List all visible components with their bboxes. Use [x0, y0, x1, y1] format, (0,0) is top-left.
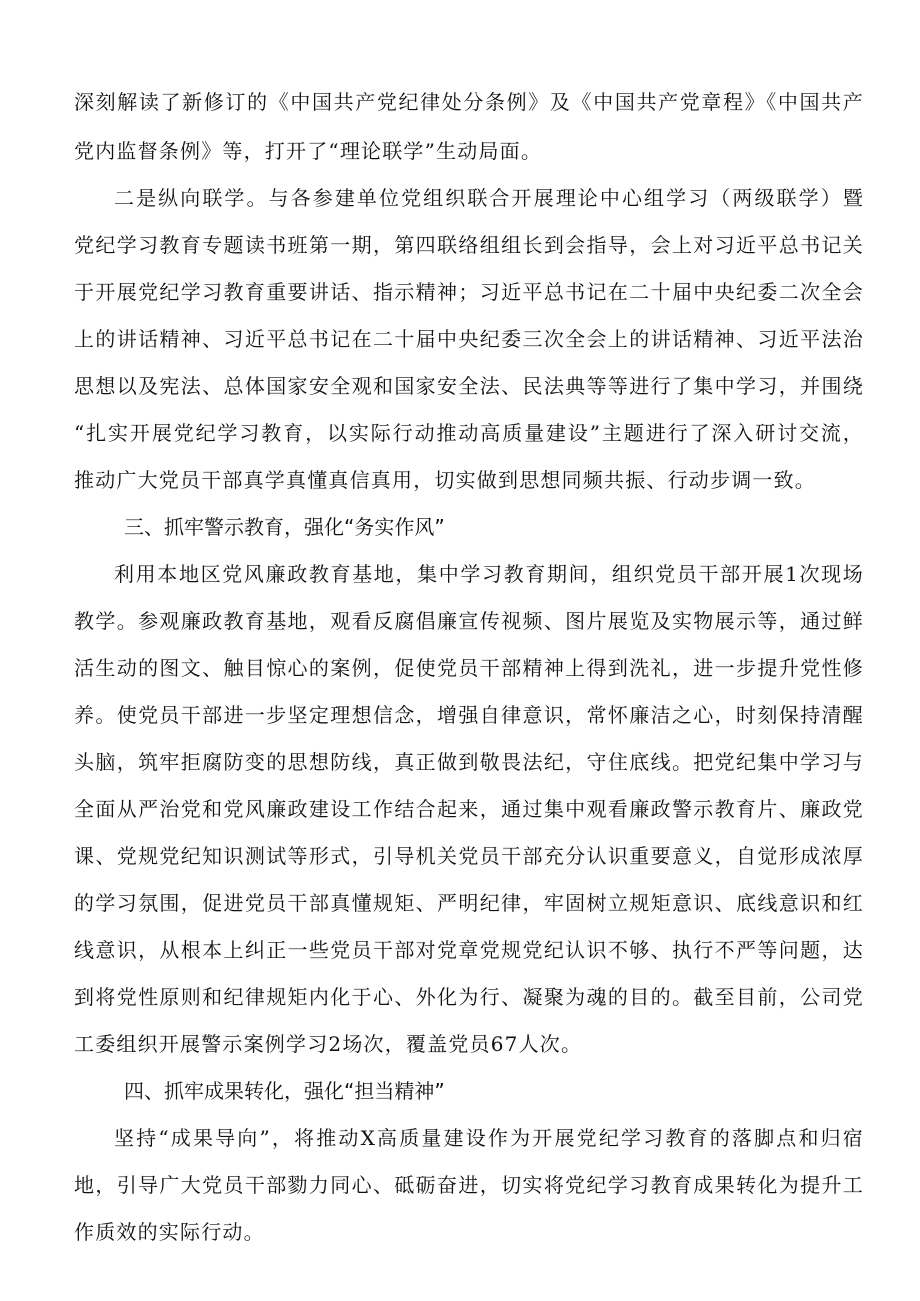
paragraph-line: 作质效的实际行动。: [74, 1220, 265, 1244]
paragraph-line: 头脑，筑牢拒腐防变的思想防线，真正做到敬畏法纪，守住底线。把党纪集中学习与: [74, 750, 864, 774]
paragraph-line: 党内监督条例》等，打开了“理论联学”生动局面。: [74, 139, 543, 163]
paragraph-line: 工委组织开展警示案例学习2场次，覆盖党员67人次。: [74, 1032, 583, 1056]
section-heading-3: 三、抓牢警示教育，强化“务实作风”: [124, 515, 445, 539]
section-heading-4: 四、抓牢成果转化，强化“担当精神”: [124, 1079, 445, 1103]
paragraph-line: 于开展党纪学习教育重要讲话、指示精神；习近平总书记在二十届中央纪委二次全会: [74, 280, 864, 304]
paragraph-line: 养。使党员干部进一步坚定理想信念，增强自律意识，常怀廉洁之心，时刻保持清醒: [74, 703, 864, 727]
paragraph-line: “扎实开展党纪学习教育，以实际行动推动高质量建设”主题进行了深入研讨交流，: [74, 421, 864, 445]
paragraph-line: 上的讲话精神、习近平总书记在二十届中央纪委三次全会上的讲话精神、习近平法治: [74, 327, 864, 351]
paragraph-line: 党纪学习教育专题读书班第一期，第四联络组组长到会指导，会上对习近平总书记关: [74, 233, 864, 257]
paragraph-line: 坚持“成果导向”，将推动X高质量建设作为开展党纪学习教育的落脚点和归宿: [114, 1126, 864, 1150]
paragraph-line: 活生动的图文、触目惊心的案例，促使党员干部精神上得到洗礼，进一步提升党性修: [74, 656, 864, 680]
paragraph-line: 深刻解读了新修订的《中国共产党纪律处分条例》及《中国共产党章程》《中国共产: [74, 90, 864, 114]
paragraph-line: 思想以及宪法、总体国家安全观和国家安全法、民法典等等进行了集中学习，并围绕: [74, 374, 864, 398]
paragraph-line: 的学习氛围，促进党员干部真懂规矩、严明纪律，牢固树立规矩意识、底线意识和红: [74, 891, 864, 915]
paragraph-line: 全面从严治党和党风廉政建设工作结合起来，通过集中观看廉政警示教育片、廉政党: [74, 797, 864, 821]
paragraph-line: 二是纵向联学。与各参建单位党组织联合开展理论中心组学习（两级联学）暨: [114, 186, 864, 210]
paragraph-line: 课、党规党纪知识测试等形式，引导机关党员干部充分认识重要意义，自觉形成浓厚: [74, 844, 864, 868]
paragraph-line: 地，引导广大党员干部勠力同心、砥砺奋进，切实将党纪学习教育成果转化为提升工: [74, 1173, 864, 1197]
paragraph-line: 线意识，从根本上纠正一些党员干部对党章党规党纪认识不够、执行不严等问题，达: [74, 938, 864, 962]
paragraph-line: 推动广大党员干部真学真懂真信真用，切实做到思想同频共振、行动步调一致。: [74, 468, 816, 492]
paragraph-line: 利用本地区党风廉政教育基地，集中学习教育期间，组织党员干部开展1次现场: [114, 562, 864, 586]
paragraph-line: 教学。参观廉政教育基地，观看反腐倡廉宣传视频、图片展览及实物展示等，通过鲜: [74, 609, 864, 633]
paragraph-line: 到将党性原则和纪律规矩内化于心、外化为行、凝聚为魂的目的。截至目前，公司党: [74, 985, 864, 1009]
